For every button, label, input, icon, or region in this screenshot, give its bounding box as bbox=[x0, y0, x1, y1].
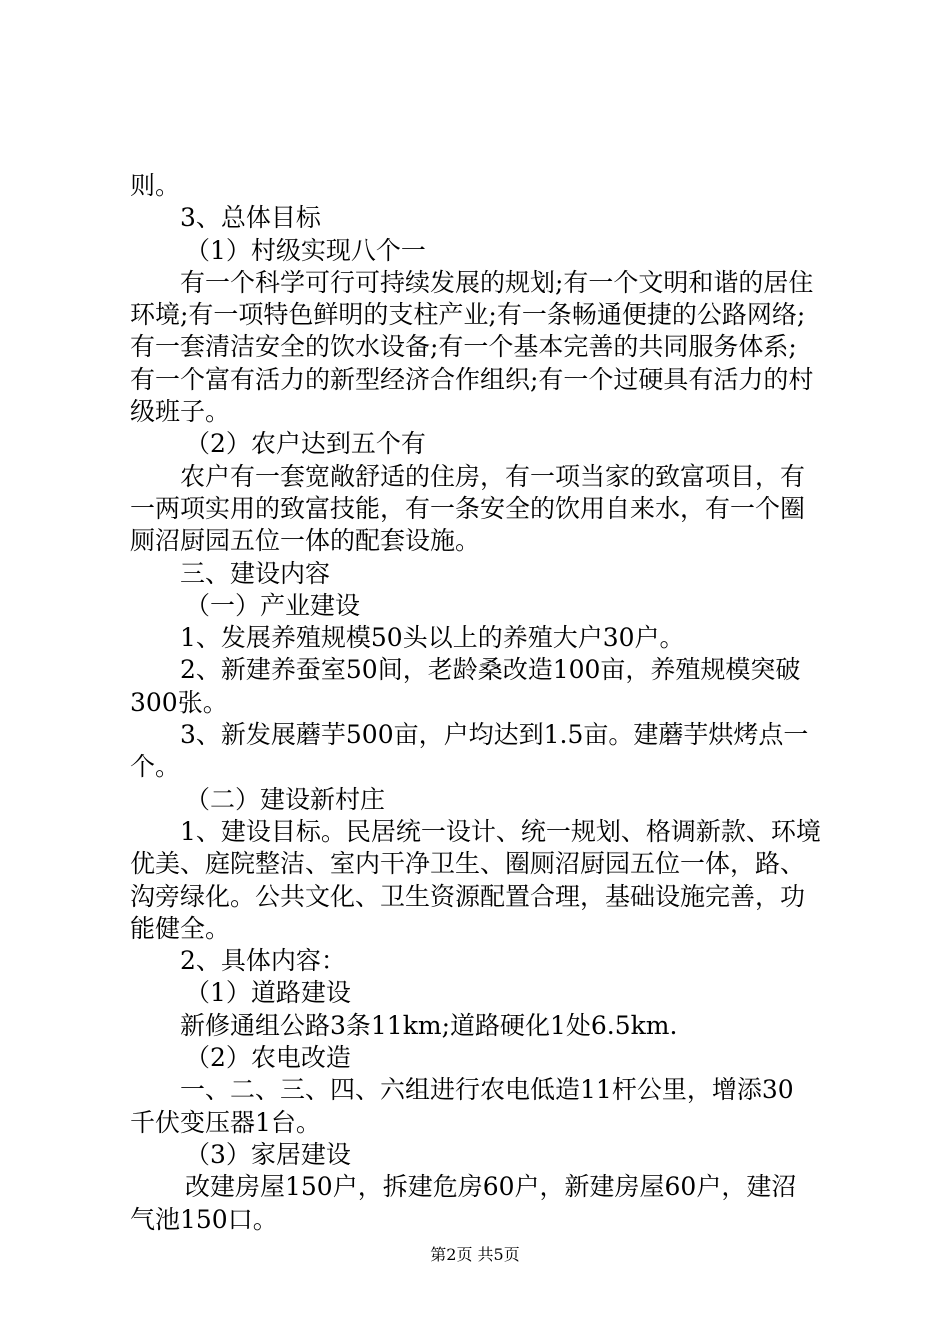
text-line: （3）家居建设 bbox=[185, 1139, 351, 1169]
text-line: 一两项实用的致富技能，有一条安全的饮用自来水，有一个圈 bbox=[130, 493, 806, 523]
text-line: 1、建设目标。民居统一设计、统一规划、格调新款、环境 bbox=[180, 816, 821, 846]
text-line: 则。 bbox=[130, 171, 181, 200]
text-line: 改建房屋150户，拆建危房60户，新建房屋60户，建沼 bbox=[185, 1172, 797, 1202]
text-line: 新修通组公路3条11km;道路硬化1处6.5km. bbox=[180, 1010, 678, 1040]
text-line: （二）建设新村庄 bbox=[185, 784, 386, 814]
text-line: 2、具体内容： bbox=[180, 946, 346, 976]
text-line: 厕沼厨园五位一体的配套设施。 bbox=[130, 526, 481, 556]
page-footer: 第2页 共5页 bbox=[430, 1245, 520, 1264]
text-line: 农户有一套宽敞舒适的住房，有一项当家的致富项目，有 bbox=[180, 461, 806, 491]
text-line: 1、发展养殖规模50头以上的养殖大户30户。 bbox=[180, 623, 685, 653]
text-line: 千伏变压器1台。 bbox=[130, 1107, 321, 1137]
text-line: 三、建设内容 bbox=[180, 558, 331, 588]
text-line: 有一个富有活力的新型经济合作组织;有一个过硬具有活力的村 bbox=[130, 364, 814, 394]
text-line: （一）产业建设 bbox=[185, 590, 361, 620]
text-line: 气池150口。 bbox=[130, 1204, 278, 1234]
text-line: 级班子。 bbox=[130, 397, 231, 427]
text-line: 3、总体目标 bbox=[180, 203, 321, 233]
text-line: 优美、庭院整洁、室内干净卫生、圈厕沼厨园五位一体，路、 bbox=[130, 849, 806, 879]
text-line: 2、新建养蚕室50间，老龄桑改造100亩，养殖规模突破 bbox=[180, 655, 801, 685]
text-line: 一、二、三、四、六组进行农电低造11杆公里，增添30 bbox=[180, 1075, 794, 1105]
text-line: 个。 bbox=[130, 752, 181, 782]
text-line: （2）农户达到五个有 bbox=[185, 429, 426, 459]
text-line: 能健全。 bbox=[130, 913, 231, 943]
text-line: 有一个科学可行可持续发展的规划;有一个文明和谐的居住 bbox=[180, 267, 814, 297]
text-line: （1）村级实现八个一 bbox=[185, 235, 426, 265]
text-line: （2）农电改造 bbox=[185, 1043, 351, 1073]
text-line: 环境;有一项特色鲜明的支柱产业;有一条畅通便捷的公路网络; bbox=[130, 300, 806, 330]
text-line: 3、新发展蘑芋500亩，户均达到1.5亩。建蘑芋烘烤点一 bbox=[180, 720, 809, 750]
text-line: 有一套清洁安全的饮水设备;有一个基本完善的共同服务体系; bbox=[130, 332, 797, 362]
text-line: 300张。 bbox=[130, 687, 228, 717]
text-line: 沟旁绿化。公共文化、卫生资源配置合理，基础设施完善，功 bbox=[130, 881, 806, 911]
text-line: （1）道路建设 bbox=[185, 978, 351, 1008]
document-body bbox=[130, 170, 830, 1236]
